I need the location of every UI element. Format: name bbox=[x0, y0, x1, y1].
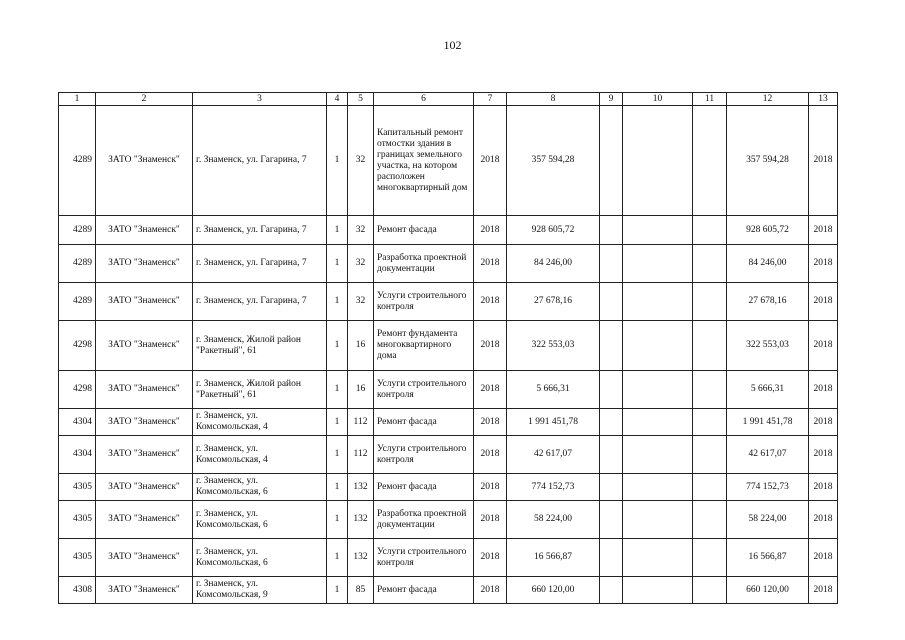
address-cell: г. Знаменск, ул. Гагарина, 7 bbox=[193, 216, 327, 245]
year-cell: 2018 bbox=[474, 371, 507, 409]
year-end-cell: 2018 bbox=[809, 216, 838, 245]
work-type-cell: Услуги строительного контроля bbox=[374, 539, 474, 577]
col9-cell bbox=[600, 321, 623, 371]
col9-cell bbox=[600, 474, 623, 501]
col10-cell bbox=[623, 245, 693, 283]
row-id: 4305 bbox=[59, 474, 96, 501]
year-end-cell: 2018 bbox=[809, 577, 838, 604]
municipality-cell: ЗАТО "Знаменск" bbox=[96, 216, 193, 245]
table-row bbox=[59, 216, 838, 245]
table-row bbox=[59, 501, 838, 539]
col4-cell: 1 bbox=[327, 283, 348, 321]
cost-cell: 27 678,16 bbox=[507, 283, 600, 321]
address-cell: г. Знаменск, ул. Комсомольская, 4 bbox=[193, 409, 327, 436]
work-type-cell: Ремонт фасада bbox=[374, 474, 474, 501]
header-row bbox=[59, 93, 838, 106]
work-type-cell: Услуги строительного контроля bbox=[374, 283, 474, 321]
year-end-cell: 2018 bbox=[809, 501, 838, 539]
address-cell: г. Знаменск, Жилой район "Ракетный", 61 bbox=[193, 321, 327, 371]
col11-cell bbox=[693, 436, 727, 474]
col4-cell: 1 bbox=[327, 106, 348, 216]
cost-cell: 5 666,31 bbox=[507, 371, 600, 409]
col9-cell bbox=[600, 501, 623, 539]
total-cell: 774 152,73 bbox=[727, 474, 809, 501]
col10-cell bbox=[623, 283, 693, 321]
row-id: 4289 bbox=[59, 245, 96, 283]
col11-cell bbox=[693, 245, 727, 283]
total-cell: 5 666,31 bbox=[727, 371, 809, 409]
total-cell: 42 617,07 bbox=[727, 436, 809, 474]
col10-cell bbox=[623, 539, 693, 577]
col11-cell bbox=[693, 371, 727, 409]
year-cell: 2018 bbox=[474, 245, 507, 283]
row-id: 4289 bbox=[59, 283, 96, 321]
col5-cell: 16 bbox=[348, 371, 374, 409]
total-cell: 1 991 451,78 bbox=[727, 409, 809, 436]
row-id: 4304 bbox=[59, 436, 96, 474]
header-cell: 2 bbox=[96, 93, 193, 106]
row-id: 4304 bbox=[59, 409, 96, 436]
col9-cell bbox=[600, 409, 623, 436]
col5-cell: 112 bbox=[348, 409, 374, 436]
year-end-cell: 2018 bbox=[809, 409, 838, 436]
year-end-cell: 2018 bbox=[809, 106, 838, 216]
year-cell: 2018 bbox=[474, 321, 507, 371]
municipality-cell: ЗАТО "Знаменск" bbox=[96, 539, 193, 577]
table-row bbox=[59, 106, 838, 216]
col10-cell bbox=[623, 409, 693, 436]
col10-cell bbox=[623, 371, 693, 409]
table-row bbox=[59, 283, 838, 321]
address-cell: г. Знаменск, Жилой район "Ракетный", 61 bbox=[193, 371, 327, 409]
table-row bbox=[59, 245, 838, 283]
col5-cell: 132 bbox=[348, 539, 374, 577]
col4-cell: 1 bbox=[327, 321, 348, 371]
total-cell: 660 120,00 bbox=[727, 577, 809, 604]
year-cell: 2018 bbox=[474, 539, 507, 577]
year-cell: 2018 bbox=[474, 436, 507, 474]
col5-cell: 132 bbox=[348, 501, 374, 539]
col9-cell bbox=[600, 283, 623, 321]
col4-cell: 1 bbox=[327, 371, 348, 409]
col4-cell: 1 bbox=[327, 539, 348, 577]
municipality-cell: ЗАТО "Знаменск" bbox=[96, 371, 193, 409]
cost-cell: 660 120,00 bbox=[507, 577, 600, 604]
year-end-cell: 2018 bbox=[809, 474, 838, 501]
total-cell: 84 246,00 bbox=[727, 245, 809, 283]
header-cell: 9 bbox=[600, 93, 623, 106]
col5-cell: 132 bbox=[348, 474, 374, 501]
col4-cell: 1 bbox=[327, 409, 348, 436]
work-type-cell: Ремонт фасада bbox=[374, 216, 474, 245]
work-type-cell: Капитальный ремонт отмостки здания в границах земельного участка, на котором расположен многоквартирный дом bbox=[374, 106, 474, 216]
col9-cell bbox=[600, 436, 623, 474]
col10-cell bbox=[623, 474, 693, 501]
col9-cell bbox=[600, 216, 623, 245]
total-cell: 322 553,03 bbox=[727, 321, 809, 371]
cost-cell: 774 152,73 bbox=[507, 474, 600, 501]
municipality-cell: ЗАТО "Знаменск" bbox=[96, 106, 193, 216]
col5-cell: 112 bbox=[348, 436, 374, 474]
col9-cell bbox=[600, 577, 623, 604]
address-cell: г. Знаменск, ул. Комсомольская, 9 bbox=[193, 577, 327, 604]
work-type-cell: Ремонт фасада bbox=[374, 409, 474, 436]
col5-cell: 32 bbox=[348, 283, 374, 321]
municipality-cell: ЗАТО "Знаменск" bbox=[96, 436, 193, 474]
address-cell: г. Знаменск, ул. Комсомольская, 6 bbox=[193, 501, 327, 539]
header-cell: 3 bbox=[193, 93, 327, 106]
col11-cell bbox=[693, 106, 727, 216]
total-cell: 58 224,00 bbox=[727, 501, 809, 539]
cost-cell: 928 605,72 bbox=[507, 216, 600, 245]
col11-cell bbox=[693, 409, 727, 436]
table-row bbox=[59, 409, 838, 436]
col5-cell: 32 bbox=[348, 216, 374, 245]
col5-cell: 32 bbox=[348, 106, 374, 216]
municipality-cell: ЗАТО "Знаменск" bbox=[96, 409, 193, 436]
year-cell: 2018 bbox=[474, 409, 507, 436]
col4-cell: 1 bbox=[327, 577, 348, 604]
table-row bbox=[59, 371, 838, 409]
row-id: 4289 bbox=[59, 106, 96, 216]
cost-cell: 357 594,28 bbox=[507, 106, 600, 216]
municipality-cell: ЗАТО "Знаменск" bbox=[96, 321, 193, 371]
header-cell: 12 bbox=[727, 93, 809, 106]
address-cell: г. Знаменск, ул. Гагарина, 7 bbox=[193, 245, 327, 283]
year-end-cell: 2018 bbox=[809, 283, 838, 321]
col10-cell bbox=[623, 321, 693, 371]
municipality-cell: ЗАТО "Знаменск" bbox=[96, 501, 193, 539]
cost-cell: 84 246,00 bbox=[507, 245, 600, 283]
row-id: 4298 bbox=[59, 321, 96, 371]
year-cell: 2018 bbox=[474, 283, 507, 321]
work-type-cell: Ремонт фундамента многоквартирного дома bbox=[374, 321, 474, 371]
municipality-cell: ЗАТО "Знаменск" bbox=[96, 245, 193, 283]
table-row bbox=[59, 474, 838, 501]
row-id: 4298 bbox=[59, 371, 96, 409]
year-cell: 2018 bbox=[474, 216, 507, 245]
table-row bbox=[59, 321, 838, 371]
header-cell: 5 bbox=[348, 93, 374, 106]
municipality-cell: ЗАТО "Знаменск" bbox=[96, 283, 193, 321]
work-type-cell: Разработка проектной документации bbox=[374, 245, 474, 283]
cost-cell: 58 224,00 bbox=[507, 501, 600, 539]
total-cell: 928 605,72 bbox=[727, 216, 809, 245]
table-row bbox=[59, 577, 838, 604]
header-cell: 13 bbox=[809, 93, 838, 106]
page-number: 102 bbox=[443, 38, 462, 52]
year-cell: 2018 bbox=[474, 501, 507, 539]
col10-cell bbox=[623, 577, 693, 604]
col9-cell bbox=[600, 245, 623, 283]
header-cell: 7 bbox=[474, 93, 507, 106]
address-cell: г. Знаменск, ул. Гагарина, 7 bbox=[193, 283, 327, 321]
year-end-cell: 2018 bbox=[809, 436, 838, 474]
total-cell: 27 678,16 bbox=[727, 283, 809, 321]
col11-cell bbox=[693, 321, 727, 371]
address-cell: г. Знаменск, ул. Комсомольская, 6 bbox=[193, 539, 327, 577]
col11-cell bbox=[693, 501, 727, 539]
header-cell: 6 bbox=[374, 93, 474, 106]
municipality-cell: ЗАТО "Знаменск" bbox=[96, 474, 193, 501]
col10-cell bbox=[623, 106, 693, 216]
municipality-cell: ЗАТО "Знаменск" bbox=[96, 577, 193, 604]
work-type-cell: Разработка проектной документации bbox=[374, 501, 474, 539]
cost-cell: 322 553,03 bbox=[507, 321, 600, 371]
col4-cell: 1 bbox=[327, 474, 348, 501]
col5-cell: 32 bbox=[348, 245, 374, 283]
address-cell: г. Знаменск, ул. Комсомольская, 4 bbox=[193, 436, 327, 474]
col4-cell: 1 bbox=[327, 245, 348, 283]
col9-cell bbox=[600, 106, 623, 216]
header-cell: 4 bbox=[327, 93, 348, 106]
table-row bbox=[59, 436, 838, 474]
col9-cell bbox=[600, 371, 623, 409]
address-cell: г. Знаменск, ул. Комсомольская, 6 bbox=[193, 474, 327, 501]
col10-cell bbox=[623, 216, 693, 245]
col11-cell bbox=[693, 539, 727, 577]
col11-cell bbox=[693, 216, 727, 245]
col4-cell: 1 bbox=[327, 501, 348, 539]
col5-cell: 16 bbox=[348, 321, 374, 371]
capital-repair-table bbox=[58, 92, 838, 604]
year-end-cell: 2018 bbox=[809, 321, 838, 371]
col9-cell bbox=[600, 539, 623, 577]
col4-cell: 1 bbox=[327, 436, 348, 474]
col10-cell bbox=[623, 501, 693, 539]
cost-cell: 1 991 451,78 bbox=[507, 409, 600, 436]
year-cell: 2018 bbox=[474, 474, 507, 501]
table-row bbox=[59, 539, 838, 577]
row-id: 4289 bbox=[59, 216, 96, 245]
header-cell: 8 bbox=[507, 93, 600, 106]
year-end-cell: 2018 bbox=[809, 371, 838, 409]
col4-cell: 1 bbox=[327, 216, 348, 245]
row-id: 4308 bbox=[59, 577, 96, 604]
total-cell: 357 594,28 bbox=[727, 106, 809, 216]
total-cell: 16 566,87 bbox=[727, 539, 809, 577]
work-type-cell: Ремонт фасада bbox=[374, 577, 474, 604]
row-id: 4305 bbox=[59, 501, 96, 539]
year-end-cell: 2018 bbox=[809, 245, 838, 283]
year-cell: 2018 bbox=[474, 106, 507, 216]
cost-cell: 16 566,87 bbox=[507, 539, 600, 577]
address-cell: г. Знаменск, ул. Гагарина, 7 bbox=[193, 106, 327, 216]
year-cell: 2018 bbox=[474, 577, 507, 604]
row-id: 4305 bbox=[59, 539, 96, 577]
cost-cell: 42 617,07 bbox=[507, 436, 600, 474]
year-end-cell: 2018 bbox=[809, 539, 838, 577]
header-cell: 11 bbox=[693, 93, 727, 106]
col11-cell bbox=[693, 474, 727, 501]
col11-cell bbox=[693, 577, 727, 604]
header-cell: 10 bbox=[623, 93, 693, 106]
col10-cell bbox=[623, 436, 693, 474]
col5-cell: 85 bbox=[348, 577, 374, 604]
col11-cell bbox=[693, 283, 727, 321]
work-type-cell: Услуги строительного контроля bbox=[374, 371, 474, 409]
header-cell: 1 bbox=[59, 93, 96, 106]
work-type-cell: Услуги строительного контроля bbox=[374, 436, 474, 474]
